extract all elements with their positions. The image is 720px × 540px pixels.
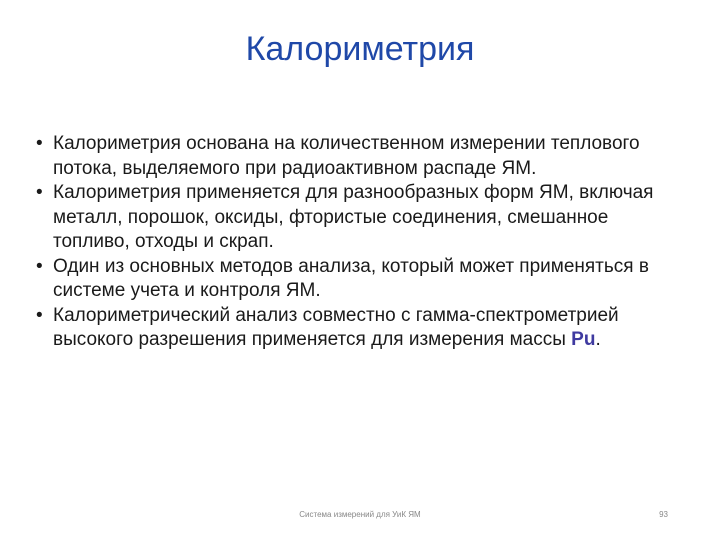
bullet-list [36,132,676,353]
bullet-item [36,255,676,304]
bullet-item [36,304,676,353]
bullet-text-end: . [595,329,601,350]
slide-footer: Система измерений для УиК ЯМ [299,510,421,519]
bullet-icon: • [36,182,43,203]
bullet-text: Калориметрия основана на количественном измерении теплового потока, выделяемого при радиоактивном распаде ЯМ. [53,133,640,179]
bullet-icon: • [36,255,43,277]
bullet-icon: • [36,133,43,154]
page-number: 93 [659,510,668,519]
bullet-icon: • [36,304,43,326]
bullet-text: Один из основных методов анализа, который может применяться в системе учета и контроля ЯМ. [53,255,649,301]
bullet-text: Калориметрический анализ совместно с гамма-спектрометрией высокого разрешения применяется для измерения массы [53,304,619,350]
bullet-item [36,181,676,255]
slide-title: Калориметрия [245,30,475,68]
bullet-text: Калориметрия применяется для разнообразных форм ЯМ, включая металл, порошок, оксиды, фтористые соединения, смешанное топливо, отходы и скрап. [53,182,654,252]
bullet-item [36,132,676,181]
highlight-pu: Pu [571,329,596,350]
